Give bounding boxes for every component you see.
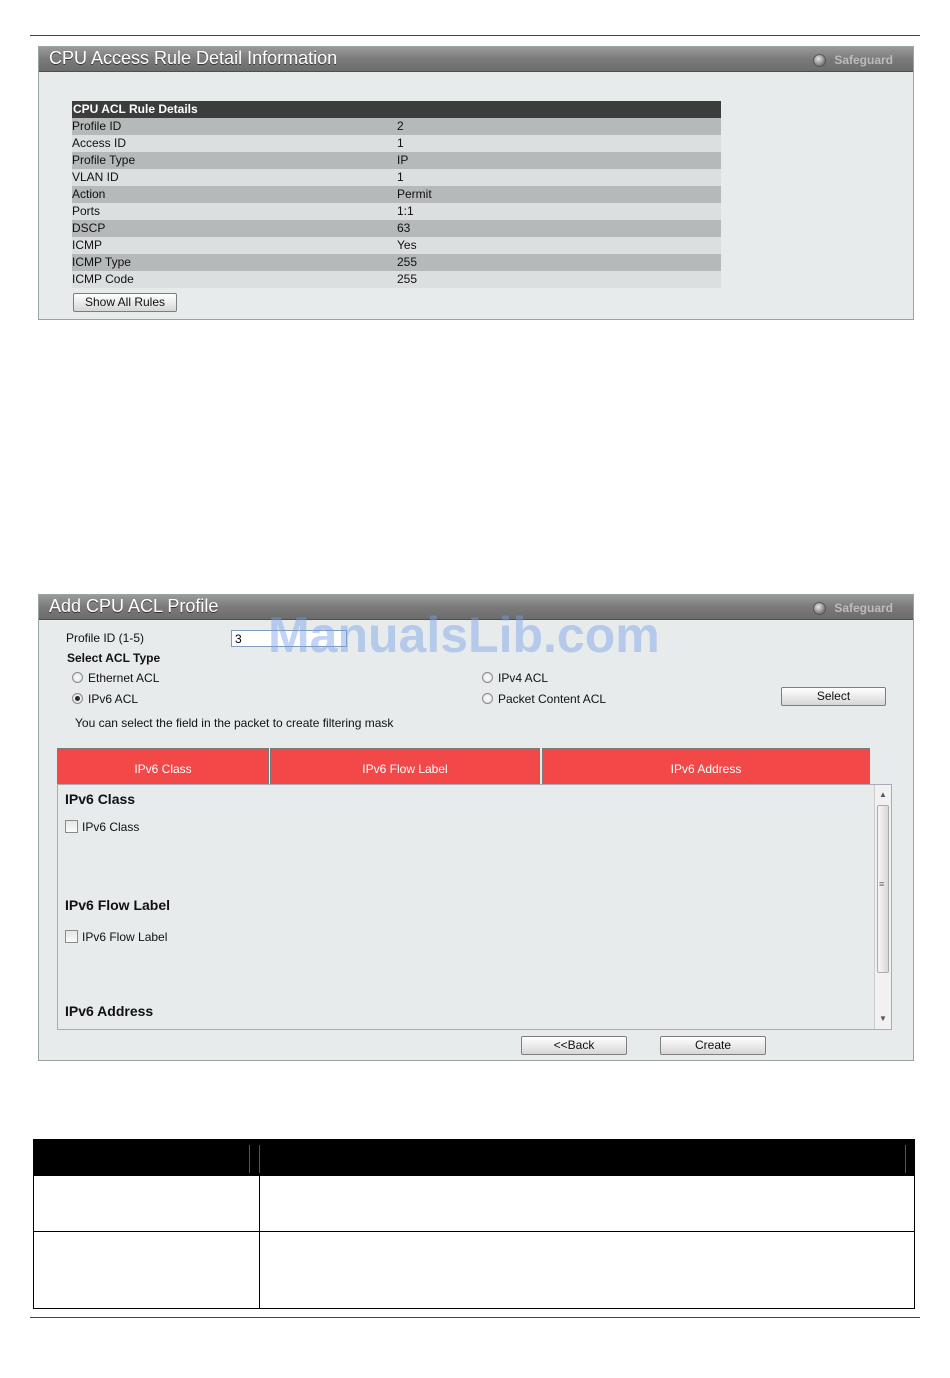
select-acl-type-label: Select ACL Type bbox=[67, 651, 161, 665]
row-value: 255 bbox=[397, 255, 418, 269]
safeguard-indicator bbox=[813, 52, 893, 68]
table-cell bbox=[33, 1175, 260, 1232]
row-label: DSCP bbox=[72, 221, 106, 235]
table-row bbox=[72, 152, 721, 169]
acl-rule-details-table bbox=[72, 101, 721, 288]
row-label: ICMP Code bbox=[72, 272, 134, 286]
table-cell bbox=[259, 1175, 915, 1232]
ipv6-address-section-title: IPv6 Address bbox=[65, 1003, 154, 1019]
row-value: 63 bbox=[397, 221, 411, 235]
field-selection-scroll-area[interactable] bbox=[57, 784, 892, 1030]
table-row bbox=[72, 203, 721, 220]
profile-id-label: Profile ID (1-5) bbox=[66, 631, 145, 645]
table-row bbox=[72, 169, 721, 186]
table-row bbox=[72, 186, 721, 203]
safeguard-indicator bbox=[813, 600, 893, 616]
select-button[interactable]: Select bbox=[781, 687, 886, 706]
row-label: Access ID bbox=[72, 136, 127, 150]
scroll-down-icon[interactable]: ▼ bbox=[879, 1014, 887, 1023]
safeguard-label: Safeguard bbox=[834, 601, 893, 615]
table-row bbox=[72, 254, 721, 271]
ipv6-class-checkbox[interactable] bbox=[65, 820, 78, 833]
safeguard-icon bbox=[813, 602, 826, 615]
row-label: Profile Type bbox=[72, 153, 136, 167]
tab-ipv6-class[interactable]: IPv6 Class bbox=[57, 748, 269, 784]
row-label: VLAN ID bbox=[72, 170, 119, 184]
row-value: 2 bbox=[397, 119, 404, 133]
ethernet-acl-label: Ethernet ACL bbox=[88, 671, 160, 685]
row-value: 1 bbox=[397, 170, 404, 184]
table-header bbox=[33, 1139, 915, 1175]
top-rule bbox=[30, 35, 920, 36]
ipv6-class-section-title: IPv6 Class bbox=[65, 791, 136, 807]
ipv6-class-checkbox-label: IPv6 Class bbox=[82, 820, 140, 834]
table-row bbox=[72, 220, 721, 237]
table-header: CPU ACL Rule Details bbox=[72, 101, 721, 118]
parameter-table bbox=[33, 1139, 915, 1309]
panel-title: Add CPU ACL Profile bbox=[49, 596, 219, 616]
ipv6-acl-radio[interactable] bbox=[72, 693, 83, 704]
table-row bbox=[72, 271, 721, 288]
tab-ipv6-flow-label[interactable]: IPv6 Flow Label bbox=[270, 748, 540, 784]
safeguard-icon bbox=[813, 54, 826, 67]
add-cpu-acl-profile-panel bbox=[38, 594, 914, 1061]
cpu-access-rule-detail-panel bbox=[38, 46, 914, 320]
header-divider bbox=[905, 1145, 906, 1173]
row-value: 1 bbox=[397, 136, 404, 150]
table-row bbox=[72, 135, 721, 152]
table-row bbox=[72, 118, 721, 135]
back-button[interactable]: <<Back bbox=[521, 1036, 627, 1055]
packet-content-acl-label: Packet Content ACL bbox=[498, 692, 607, 706]
row-label: ICMP bbox=[72, 238, 102, 252]
tab-ipv6-address[interactable]: IPv6 Address bbox=[542, 748, 870, 784]
packet-content-acl-radio[interactable] bbox=[482, 693, 493, 704]
safeguard-label: Safeguard bbox=[834, 53, 893, 67]
grip-icon: ≡ bbox=[879, 879, 885, 889]
row-value: IP bbox=[397, 153, 409, 167]
row-value: 1:1 bbox=[397, 204, 414, 218]
table-cell bbox=[259, 1231, 915, 1309]
row-label: Action bbox=[72, 187, 106, 201]
row-label: ICMP Type bbox=[72, 255, 131, 269]
ipv6-flow-label-section-title: IPv6 Flow Label bbox=[65, 897, 171, 913]
row-label: Ports bbox=[72, 204, 101, 218]
row-value: 255 bbox=[397, 272, 418, 286]
create-button[interactable]: Create bbox=[660, 1036, 766, 1055]
table-cell bbox=[33, 1231, 260, 1309]
ethernet-acl-radio[interactable] bbox=[72, 672, 83, 683]
scrollbar-thumb[interactable] bbox=[877, 805, 889, 973]
header-divider bbox=[259, 1145, 260, 1173]
ipv6-flow-label-checkbox-label: IPv6 Flow Label bbox=[82, 930, 168, 944]
panel-header bbox=[39, 47, 913, 72]
ipv6-flow-label-checkbox[interactable] bbox=[65, 930, 78, 943]
panel-title: CPU Access Rule Detail Information bbox=[49, 48, 338, 68]
ipv4-acl-radio[interactable] bbox=[482, 672, 493, 683]
vertical-scrollbar[interactable] bbox=[874, 785, 891, 1029]
table-row bbox=[72, 237, 721, 254]
row-value: Yes bbox=[397, 238, 417, 252]
ipv6-acl-label: IPv6 ACL bbox=[88, 692, 139, 706]
bottom-rule bbox=[30, 1317, 920, 1318]
row-label: Profile ID bbox=[72, 119, 122, 133]
row-value: Permit bbox=[397, 187, 432, 201]
scroll-up-icon[interactable]: ▲ bbox=[879, 790, 887, 799]
show-all-rules-button[interactable]: Show All Rules bbox=[73, 293, 177, 312]
filtering-mask-hint: You can select the field in the packet to create filtering mask bbox=[75, 716, 394, 730]
ipv4-acl-label: IPv4 ACL bbox=[498, 671, 549, 685]
header-divider bbox=[249, 1145, 250, 1173]
watermark: ManualsLib.com bbox=[268, 607, 660, 663]
